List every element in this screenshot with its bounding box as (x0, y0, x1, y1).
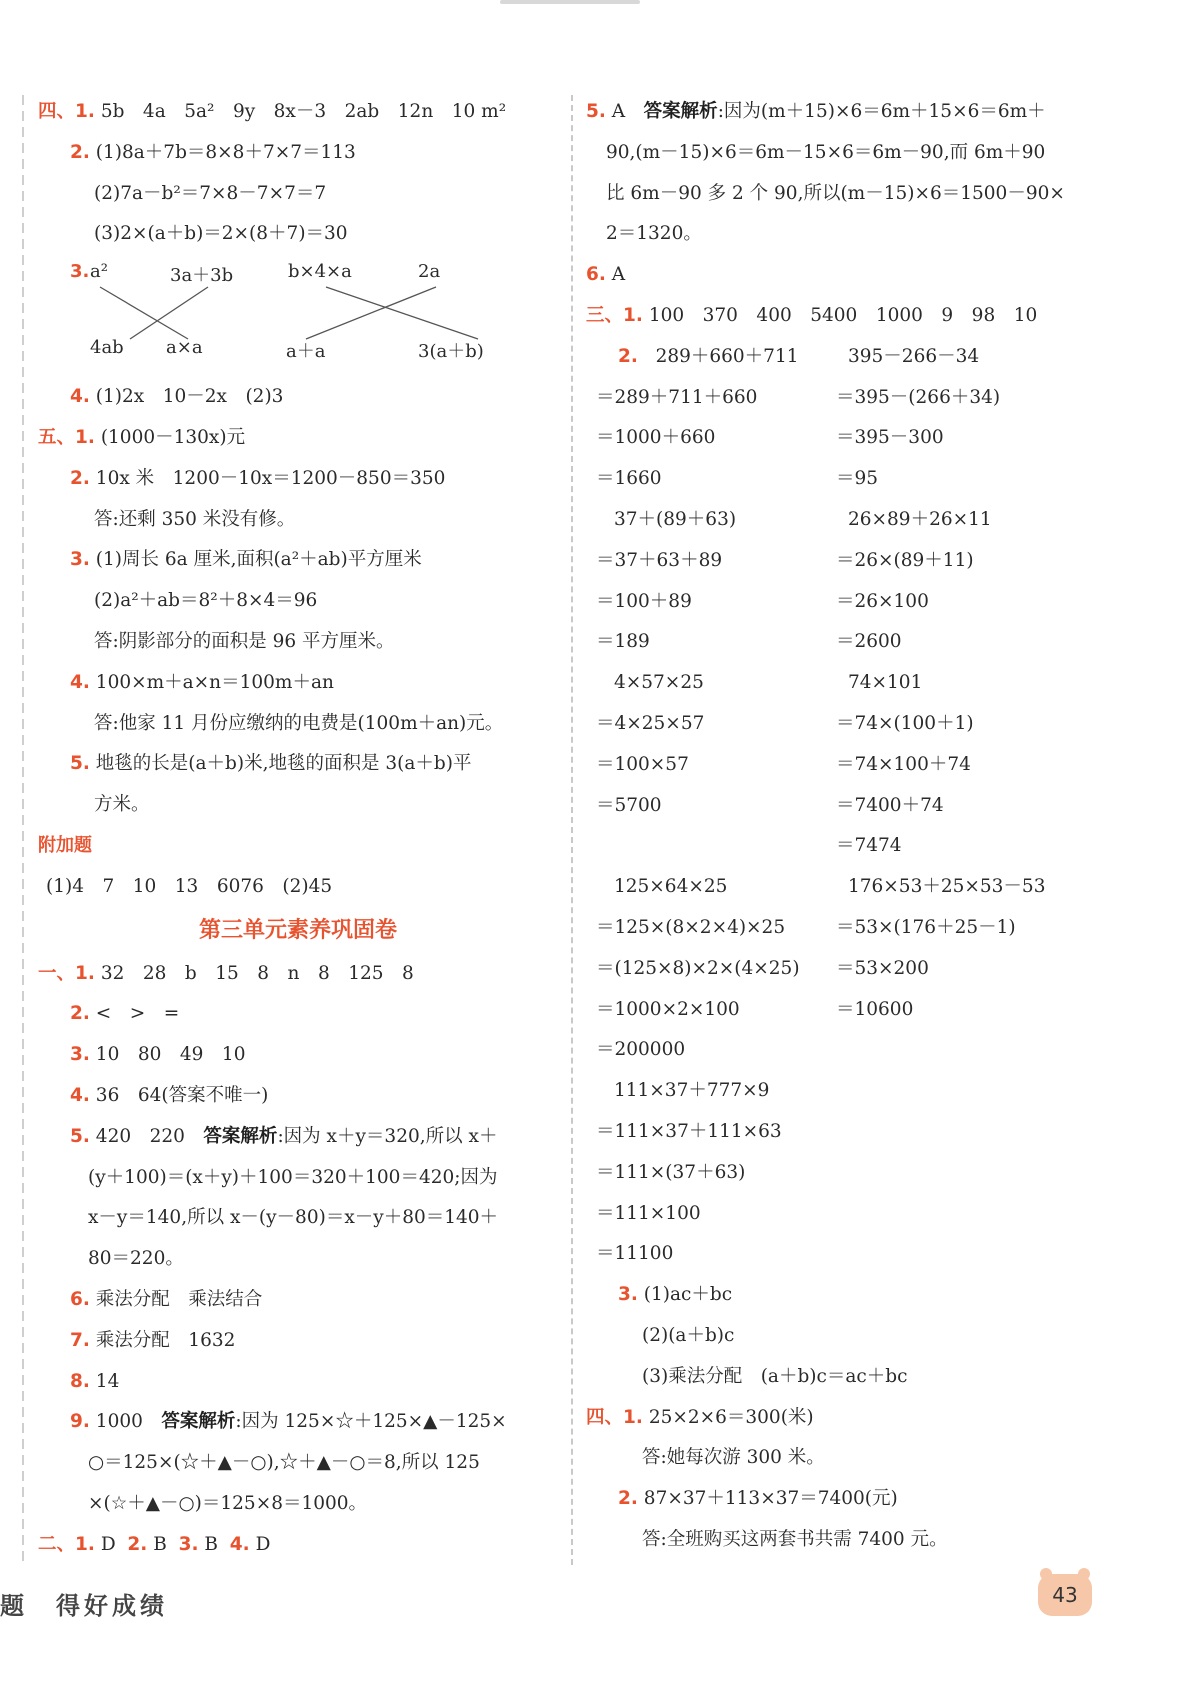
answer-5-3: 3. (1)周长 6a 厘米,面积(a²＋ab)平方厘米 (70, 549, 422, 571)
answer-5-5: 5. 地毯的长是(a＋b)米,地毯的面积是 3(a＋b)平 (70, 753, 472, 775)
calc-f-1: ＝74×(100＋1) (836, 712, 974, 734)
unit-answer-2: 二、1. D 2. B 3. B 4. D (38, 1533, 271, 1555)
calc-a-1: ＝289＋711＋660 (596, 386, 758, 408)
calc-h-3: ＝10600 (836, 998, 914, 1020)
calc-f-4: ＝7474 (836, 835, 902, 857)
calc-b-2: ＝395－300 (836, 427, 944, 449)
unit-answer-1-6: 6. 乘法分配 乘法结合 (70, 1288, 263, 1310)
answer-3-3-line2: (2)(a＋b)c (642, 1324, 735, 1346)
calc-block-5 (586, 1071, 1166, 1275)
match-line-hidden (208, 287, 478, 339)
calc-g-3: ＝1000×2×100 (596, 998, 740, 1020)
unit-answer-1-5-line2: (y＋100)＝(x＋y)＋100＝320＋100＝420;因为 (88, 1166, 498, 1188)
calc-e-3: ＝5700 (596, 794, 662, 816)
bonus-answer: (1)4 7 10 13 6076 (2)45 (46, 875, 333, 897)
answer-r4-2-reply: 答:全班购买这两套书共需 7400 元。 (642, 1528, 948, 1550)
match-line-3 (326, 287, 478, 339)
calc-block-4 (586, 826, 1166, 1071)
calc-d-0: 26×89＋26×11 (848, 508, 992, 530)
calc-d-3: ＝2600 (836, 631, 902, 653)
calc-i-0: 111×37＋777×9 (614, 1080, 770, 1102)
match-line-1 (100, 287, 188, 339)
unit-answer-1-2: 2. < > = (70, 1003, 180, 1025)
unit-answer-1-8: 8. 14 (70, 1370, 120, 1392)
answer-4-2-line3: (3)2×(a＋b)＝2×(8＋7)＝30 (94, 223, 348, 245)
match-bottom-4: 3(a＋b) (418, 341, 484, 363)
answer-4-4: 4. (1)2x 10－2x (2)3 (70, 386, 284, 408)
unit-answer-1-7: 7. 乘法分配 1632 (70, 1329, 236, 1351)
answer-r-6: 6. A (586, 264, 626, 286)
page-number: 43 (1038, 1574, 1092, 1616)
calc-h-0: 176×53＋25×53－53 (848, 876, 1046, 898)
answer-r-5: 5. A 答案解析:因为(m＋15)×6＝6m＋15×6＝6m＋ (586, 101, 1046, 122)
calc-c-2: ＝100＋89 (596, 590, 692, 612)
bonus-title: 附加题 (38, 834, 92, 856)
answer-r4-2: 2. 87×37＋113×37＝7400(元) (618, 1488, 898, 1510)
match-line-4 (306, 287, 436, 339)
match-top-4: 2a (418, 261, 441, 283)
right-column (586, 92, 1166, 1561)
answer-5-1: 五、1. (1000－130x)元 (38, 426, 246, 448)
answer-3-1: 三、1. 100 370 400 5400 1000 9 98 10 (586, 304, 1038, 326)
calc-h-2: ＝53×200 (836, 957, 929, 979)
answer-5-3-reply: 答:阴影部分的面积是 96 平方厘米。 (94, 630, 395, 652)
answer-r4-1: 四、1. 25×2×6＝300(米) (586, 1406, 814, 1428)
calc-b-3: ＝95 (836, 468, 879, 490)
calc-c-0: 37＋(89＋63) (614, 508, 737, 530)
calc-d-2: ＝26×100 (836, 590, 929, 612)
calc-f-3: ＝7400＋74 (836, 794, 944, 816)
calc-a-3: ＝1660 (596, 468, 662, 490)
answer-5-2: 2. 10x 米 1200－10x＝1200－850＝350 (70, 467, 446, 489)
answer-3-3: 3. (1)ac＋bc (618, 1284, 733, 1306)
calc-e-2: ＝100×57 (596, 753, 689, 775)
match-top-1: a² (90, 261, 108, 283)
answer-5-2-reply: 答:还剩 350 米没有修。 (94, 508, 296, 530)
calc-spacer (586, 826, 836, 867)
answer-5-4-reply: 答:他家 11 月份应缴纳的电费是(100m＋an)元。 (94, 712, 504, 734)
unit-answer-1-5-line3: x－y＝140,所以 x－(y－80)＝x－y＋80＝140＋ (88, 1207, 499, 1229)
answer-r-5-line4: 2＝1320。 (606, 223, 702, 245)
calc-block-1 (586, 337, 1166, 500)
calc-c-3: ＝189 (596, 631, 650, 653)
unit-answer-1-1: 一、1. 32 28 b 15 8 n 8 125 8 (38, 962, 414, 984)
answer-4-2-line2: (2)7a－b²＝7×8－7×7＝7 (94, 182, 327, 204)
calc-c-1: ＝37＋63＋89 (596, 549, 723, 571)
calc-f-2: ＝74×100＋74 (836, 753, 971, 775)
answer-4-1: 四、1. 5b 4a 5a² 9y 8x－3 2ab 12n 10 m² (38, 101, 507, 122)
unit-answer-1-4: 4. 36 64(答案不唯一) (70, 1084, 269, 1106)
calc-g-0: 125×64×25 (614, 876, 728, 898)
unit-answer-1-9: 9. 1000 答案解析:因为 125×☆＋125×▲－125× (70, 1411, 507, 1433)
calc-e-0: 4×57×25 (614, 672, 704, 694)
calc-b-0: 395－266－34 (848, 345, 980, 367)
binding-line (22, 95, 24, 1565)
calc-a-2: ＝1000＋660 (596, 427, 716, 449)
unit-answer-1-5: 5. 420 220 答案解析:因为 x＋y＝320,所以 x＋ (70, 1125, 498, 1147)
match-top-2: 3a＋3b (170, 265, 234, 287)
answer-4-2: 2. (1)8a＋7b＝8×8＋7×7＝113 (70, 141, 356, 163)
matching-diagram: 3. a² 3a＋3b b×4×a 2a 4ab a×a a＋a 3(a＋b) (38, 255, 558, 377)
answer-5-5-line2: 方米。 (94, 794, 150, 816)
match-bottom-2: a×a (166, 337, 203, 359)
answer-5-3-line2: (2)a²＋ab＝8²＋8×4＝96 (94, 590, 318, 612)
calc-i-4: ＝11100 (596, 1243, 674, 1265)
calc-h-1: ＝53×(176＋25－1) (836, 916, 1016, 938)
calc-spacer-2 (836, 826, 1136, 867)
calc-d-1: ＝26×(89＋11) (836, 549, 974, 571)
calc-g-4: ＝200000 (596, 1039, 686, 1061)
calc-e-1: ＝4×25×57 (596, 712, 705, 734)
calc-g-2: ＝(125×8)×2×(4×25) (596, 957, 800, 979)
match-bottom-3: a＋a (286, 341, 326, 363)
answer-r-5-line3: 比 6m－90 多 2 个 90,所以(m－15)×6＝1500－90× (606, 182, 1065, 204)
calc-i-2: ＝111×(37＋63) (596, 1161, 746, 1183)
calc-i-3: ＝111×100 (596, 1202, 701, 1224)
calc-g-1: ＝125×(8×2×4)×25 (596, 916, 786, 938)
unit-answer-1-9-line3: ×(☆＋▲－○)＝125×8＝1000。 (88, 1492, 368, 1514)
calc-i-1: ＝111×37＋111×63 (596, 1120, 782, 1142)
match-line-2 (130, 287, 208, 339)
unit-answer-1-9-line2: ○＝125×(☆＋▲－○),☆＋▲－○＝8,所以 125 (88, 1452, 480, 1474)
calc-f-0: 74×101 (848, 672, 923, 694)
calc-block-2 (586, 500, 1166, 663)
answer-5-4: 4. 100×m＋a×n＝100m＋an (70, 671, 334, 693)
unit-title: 第三单元素养巩固卷 (198, 917, 397, 943)
answer-r4-1-reply: 答:她每次游 300 米。 (642, 1447, 825, 1469)
top-edge (500, 0, 640, 4)
left-column (38, 92, 558, 1566)
calc-a-0: 2. 289＋660＋711 (618, 345, 799, 367)
unit-answer-1-3: 3. 10 80 49 10 (70, 1044, 246, 1066)
unit-answer-1-5-line4: 80＝220。 (88, 1248, 184, 1270)
answer-r-5-line2: 90,(m－15)×6＝6m－15×6＝6m－90,而 6m＋90 (606, 141, 1046, 163)
footer-slogan: 题 得好成绩 (0, 1591, 168, 1620)
match-bottom-1: 4ab (90, 337, 124, 359)
answer-3-3-line3: (3)乘法分配 (a＋b)c＝ac＋bc (642, 1365, 908, 1387)
match-top-3: b×4×a (288, 261, 352, 283)
calc-b-1: ＝395－(266＋34) (836, 386, 1001, 408)
column-divider (571, 95, 573, 1565)
